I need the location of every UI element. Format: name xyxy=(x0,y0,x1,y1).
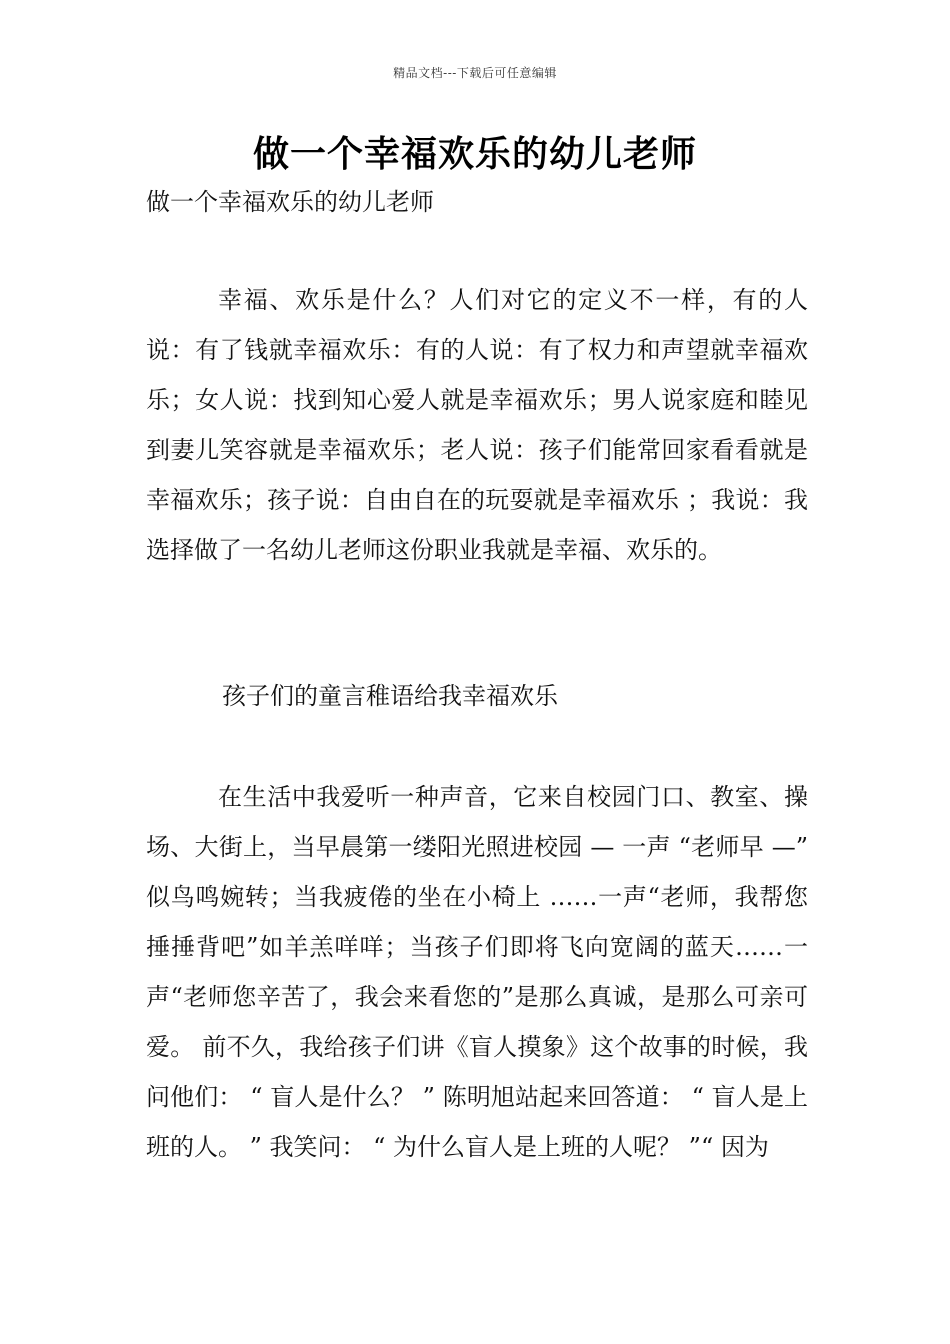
header-note: 精品文档---下载后可任意编辑 xyxy=(393,66,557,80)
body-paragraph: 在生活中我爱听一种声音，它来自校园门口、教室、操场、大街上，当早晨第一缕阳光照进校园 — 一声 “老师早 —” 似鸟鸣婉转；当我疲倦的坐在小椅上 ……一声“老师，我帮您捶捶背吧”如羊羔咩咩；当孩子们即将飞向宽阔的蓝天……一声“老师您辛苦了，我会来看您的”是那么真诚，是那么可亲可爱。 前不久，我给孩子们讲《盲人摸象》这个故事的时候，我问他们： “ 盲人是什么？ ” 陈明旭站起来回答道： “ 盲人是上班的人。 ” 我笑问： “ 为什么盲人是上班的人呢？ ”“ 因为 xyxy=(146,783,808,1161)
document-subtitle: 做一个幸福欢乐的幼儿老师 xyxy=(146,188,434,216)
body-paragraph: 幸福、欢乐是什么？人们对它的定义不一样，有的人说：有了钱就幸福欢乐：有的人说：有了权力和声望就幸福欢乐；女人说：找到知心爱人就是幸福欢乐；男人说家庭和睦见到妻儿笑容就是幸福欢乐；老人说：孩子们能常回家看看就是幸福欢乐；孩子说：自由自在的玩耍就是幸福欢乐 ；我说：我选择做了一名幼儿老师这份职业我就是幸福、欢乐的。 xyxy=(146,286,808,564)
document-title: 做一个幸福欢乐的幼儿老师 xyxy=(252,133,697,175)
section-heading: 孩子们的童言稚语给我幸福欢乐 xyxy=(222,682,558,710)
